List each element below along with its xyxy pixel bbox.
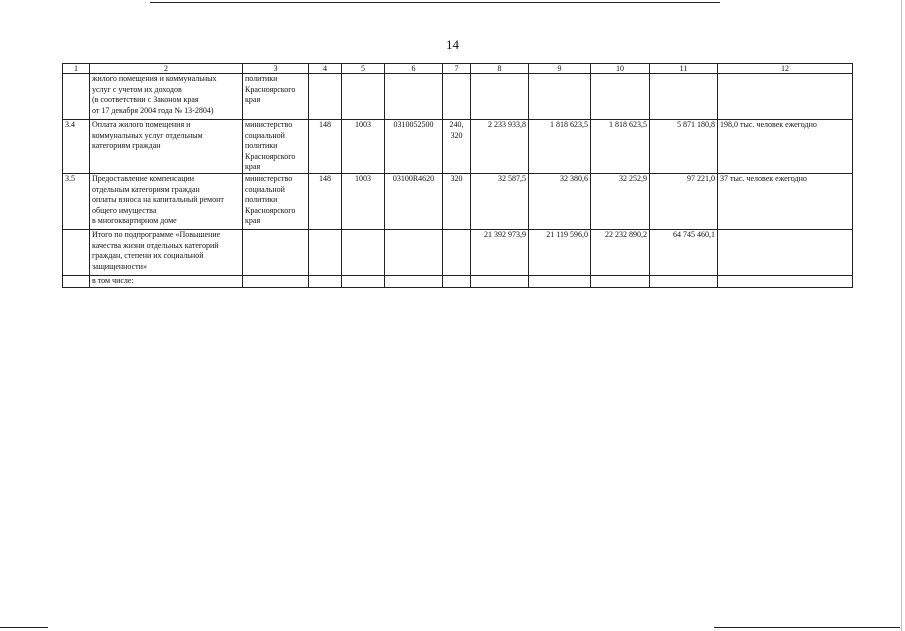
measure-name-line: общего имущества [92,205,157,215]
amount-year-2-cell: 32 380,6 [529,174,591,230]
grbs-code-cell [309,74,342,120]
amount-year-2-cell: 21 119 596,0 [529,230,591,276]
expense-type-cell [443,174,471,230]
responsible-agency-cell [243,74,309,120]
table-row [63,120,853,174]
measure-name-line: категориям граждан [92,141,161,150]
amount-total-cell [650,74,718,120]
measure-name-line: жилого помещения и коммунальных [92,74,217,83]
grbs-code-cell: 148 [309,120,342,174]
amount-year-3-cell: 1 818 623,5 [591,120,650,174]
expected-result-cell [718,74,853,120]
measure-name-cell [90,230,243,276]
section-code-cell [342,74,385,120]
amount-year-1-cell [471,74,529,120]
measure-name-cell [90,174,243,230]
responsible-agency-cell [243,120,309,174]
measure-name-line: (в соответствии с Законом края [92,95,199,104]
header-cell: 3 [243,64,309,74]
responsible-agency-line: министерство [245,120,293,129]
grbs-code-cell: 148 [309,174,342,230]
expected-result-cell [718,276,853,288]
responsible-agency-line: Красноярского [245,205,296,215]
measure-name-line: качества жизни отдельных категорий [92,240,219,250]
amount-year-1-cell: 2 233 933,8 [471,120,529,174]
measure-name-line: услуг с учетом их доходов [92,84,182,94]
measure-name-line: оплаты взноса на капитальный ремонт [92,195,224,204]
grbs-code-cell [309,276,342,288]
measure-name-line: в том числе: [92,276,134,285]
row-number-cell [63,230,90,276]
measure-name-line: Итого по подпрограмме «Повышение [92,230,221,239]
scan-top-rule [150,2,720,3]
responsible-agency-line: политики [245,74,278,83]
measure-name-line: отдельным категориям граждан [92,184,200,194]
responsible-agency-line: политики [245,195,278,204]
amount-total-cell: 5 871 180,8 [650,120,718,174]
amount-year-1-cell: 32 587,5 [471,174,529,230]
responsible-agency-cell [243,230,309,276]
page-number: 14 [446,37,459,52]
amount-year-2-cell [529,276,591,288]
amount-total-cell: 97 221,0 [650,174,718,230]
scan-bottom-left-mark [0,627,48,628]
amount-year-1-cell [471,276,529,288]
measure-name-line: коммунальных услуг отдельным [92,130,203,140]
row-number-cell [63,276,90,288]
measure-name-cell [90,74,243,120]
header-cell: 10 [591,64,650,74]
expected-result-cell: 37 тыс. человек ежегодно [718,174,853,230]
expense-type-cell [443,74,471,120]
responsible-agency-line: министерство [245,174,293,183]
header-cell: 5 [342,64,385,74]
amount-year-1-cell: 21 392 973,9 [471,230,529,276]
amount-total-cell: 64 745 460,1 [650,230,718,276]
responsible-agency-line: края [245,216,261,225]
table-row [63,74,853,120]
header-row [63,64,853,74]
target-code-cell [385,74,443,120]
program-table [62,63,853,288]
section-code-cell [342,230,385,276]
header-cell: 11 [650,64,718,74]
responsible-agency-line: социальной [245,130,285,140]
header-cell: 2 [90,64,243,74]
measure-name-line: в многоквартирном доме [92,216,177,225]
header-cell: 4 [309,64,342,74]
target-code-cell [385,230,443,276]
header-cell: 7 [443,64,471,74]
expected-result-cell [718,230,853,276]
amount-year-2-cell [529,74,591,120]
section-code-cell: 1003 [342,174,385,230]
table-row [63,230,853,276]
table-row [63,276,853,288]
row-number-cell: 3.5 [63,174,90,230]
measure-name-line: защищенности» [92,261,147,271]
table-row [63,174,853,230]
expense-type-cell [443,230,471,276]
header-cell: 9 [529,64,591,74]
measure-name-line: от 17 декабря 2004 года № 13-2804) [92,105,214,115]
header-cell: 12 [718,64,853,74]
amount-total-cell [650,276,718,288]
expected-result-cell: 198,0 тыс. человек ежегодно [718,120,853,174]
row-number-cell [63,74,90,120]
target-code-cell: 03100R4620 [385,174,443,230]
grbs-code-cell [309,230,342,276]
amount-year-3-cell: 32 252,9 [591,174,650,230]
expense-type-line: 320 [450,130,463,140]
measure-name-line: Предоставление компенсации [92,174,195,183]
amount-year-3-cell [591,74,650,120]
expense-type-line: 320 [450,174,463,183]
header-cell: 6 [385,64,443,74]
target-code-cell [385,276,443,288]
scan-right-edge [901,0,902,631]
section-code-cell: 1003 [342,120,385,174]
row-number-cell: 3.4 [63,120,90,174]
scan-bottom-right-mark [714,627,900,628]
responsible-agency-line: Красноярского [245,84,296,94]
measure-name-cell [90,276,243,288]
responsible-agency-line: края [245,162,261,171]
expense-type-cell [443,120,471,174]
measure-name-cell [90,120,243,174]
expense-type-cell [443,276,471,288]
amount-year-3-cell: 22 232 890,2 [591,230,650,276]
measure-name-line: Оплата жилого помещения и [92,120,191,129]
responsible-agency-cell [243,174,309,230]
expense-type-line: 240, [449,120,464,129]
header-cell: 8 [471,64,529,74]
measure-name-line: граждан, степени их социальной [92,251,204,260]
responsible-agency-line: социальной [245,184,285,194]
amount-year-3-cell [591,276,650,288]
responsible-agency-line: Красноярского [245,151,296,161]
responsible-agency-line: политики [245,141,278,150]
header-cell: 1 [63,64,90,74]
target-code-cell: 0310052500 [385,120,443,174]
table-body [63,74,853,288]
section-code-cell [342,276,385,288]
responsible-agency-line: края [245,95,261,104]
amount-year-2-cell: 1 818 623,5 [529,120,591,174]
responsible-agency-cell [243,276,309,288]
